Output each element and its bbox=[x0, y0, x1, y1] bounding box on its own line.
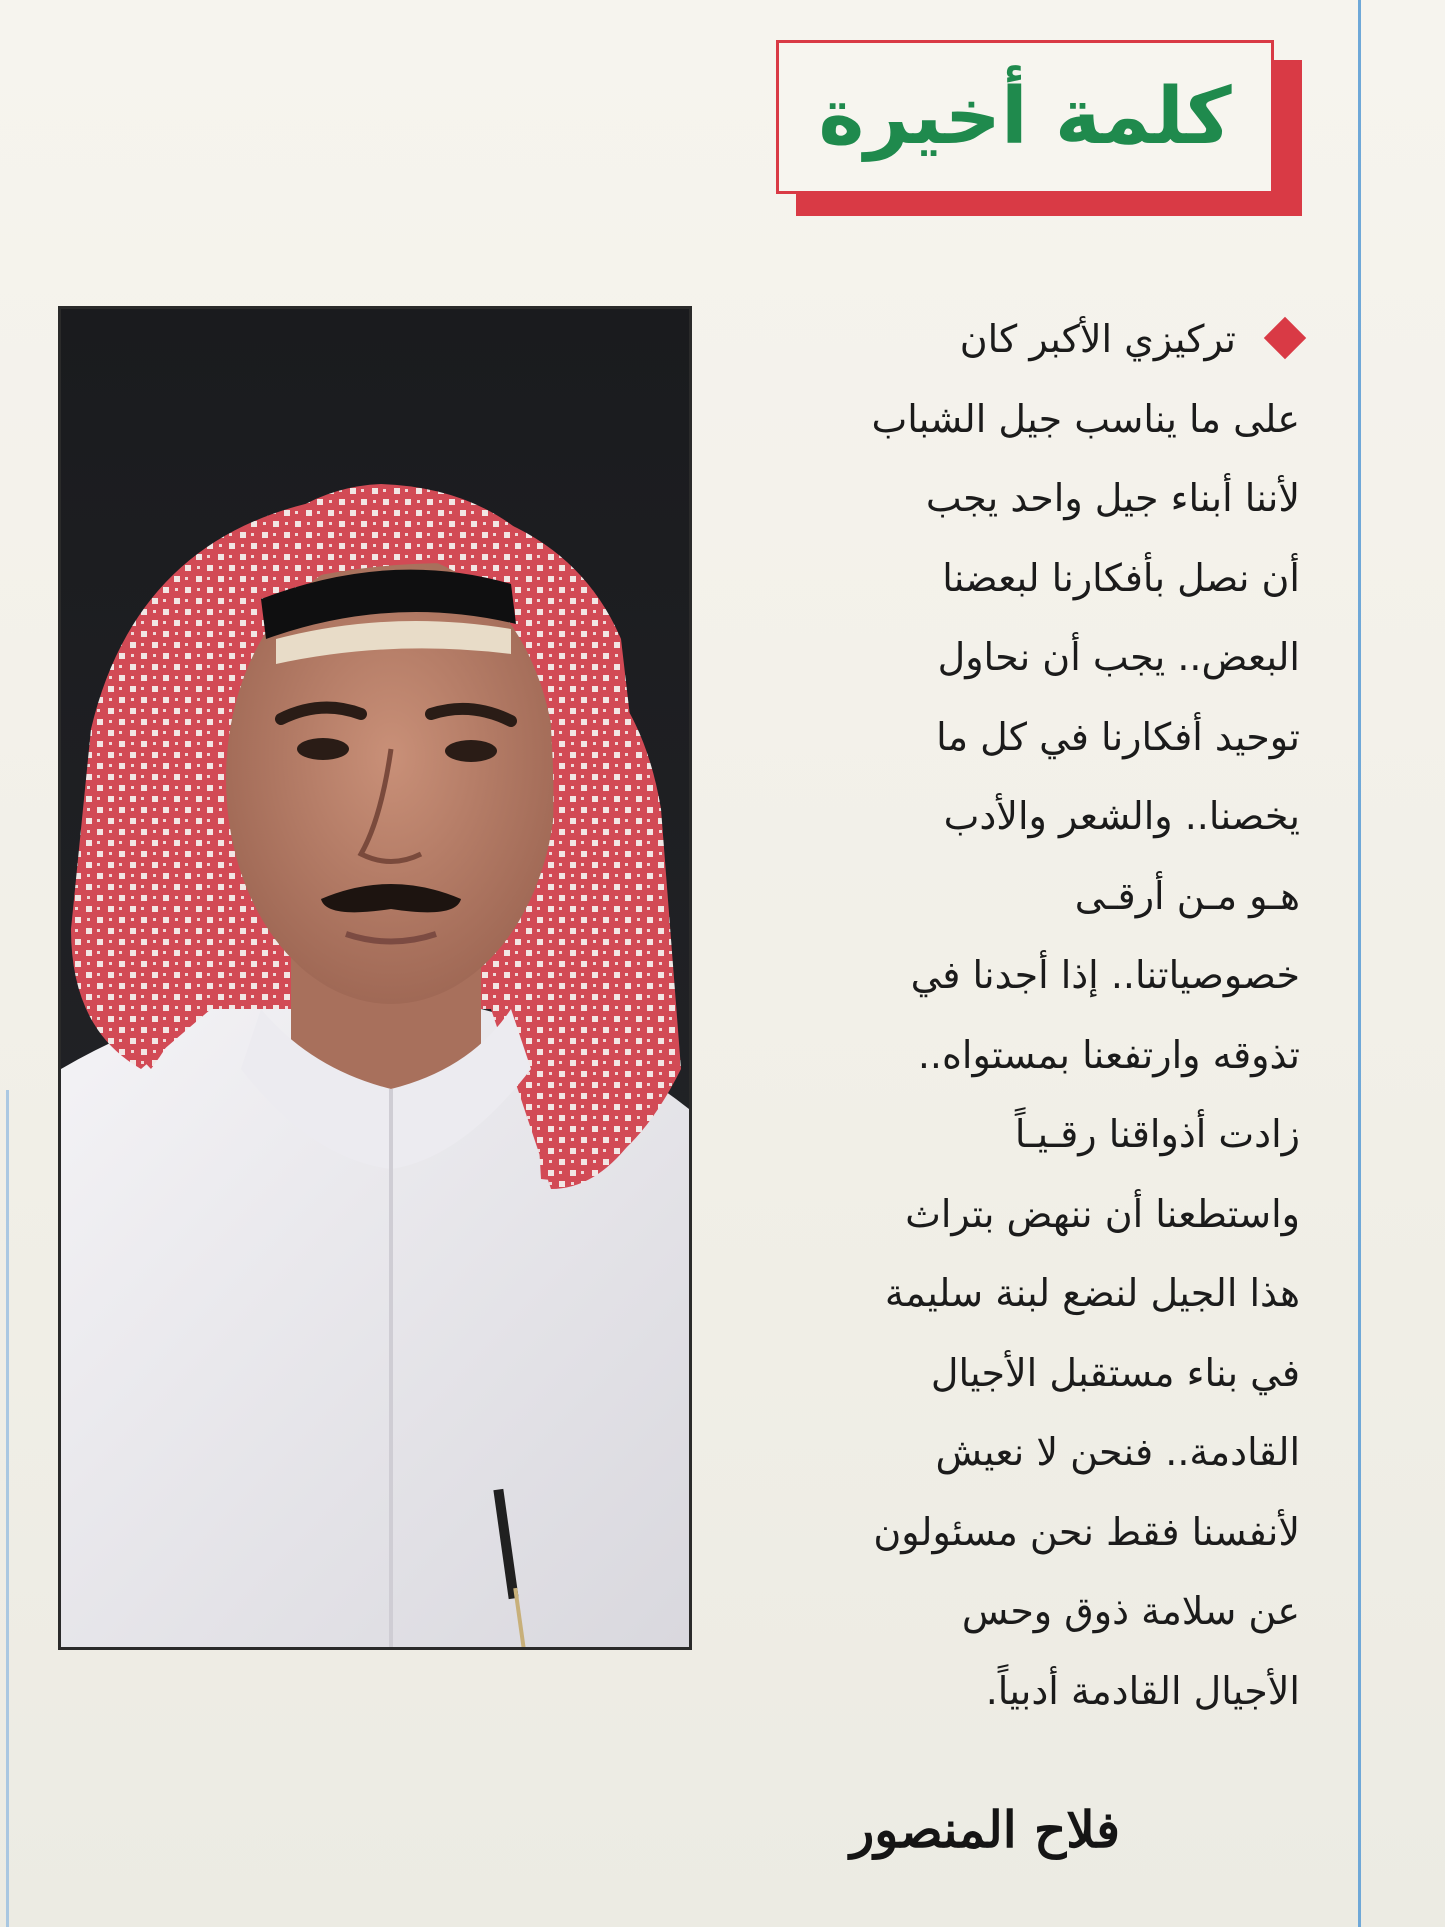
left-margin-rule bbox=[6, 1090, 9, 1927]
article-line: أن نصل بأفكارنا لبعضنا bbox=[942, 555, 1300, 600]
article-line: تذوقه وارتفعنا بمستواه.. bbox=[917, 1032, 1300, 1077]
article-line: هذا الجيل لنضع لبنة سليمة bbox=[884, 1271, 1300, 1315]
article-line: تركيزي الأكبر كان bbox=[780, 300, 1300, 380]
article-line: واستطعنا أن ننهض بتراث bbox=[905, 1191, 1300, 1236]
right-margin-rule bbox=[1358, 0, 1361, 1927]
article-line: في بناء مستقبل الأجيال bbox=[930, 1350, 1300, 1395]
portrait-photo bbox=[58, 306, 692, 1650]
article-body bbox=[780, 300, 1300, 1731]
article-line: زادت أذواقنا رقـيـاً bbox=[1014, 1112, 1300, 1156]
article-line: لأنفسنا فقط نحن مسئولون bbox=[873, 1509, 1300, 1554]
page-title: كلمة أخيرة bbox=[818, 72, 1232, 162]
article-line: عن سلامة ذوق وحس bbox=[961, 1589, 1300, 1633]
diamond-bullet-icon bbox=[1264, 316, 1306, 358]
article-line: يخصنا.. والشعر والأدب bbox=[943, 794, 1300, 838]
article-line: خصوصياتنا.. إذا أجدنا في bbox=[910, 953, 1300, 997]
author-signature: فلاح المنصور bbox=[850, 1800, 1120, 1859]
portrait-illustration bbox=[61, 309, 689, 1647]
article-line: توحيد أفكارنا في كل ما bbox=[936, 714, 1300, 759]
article-line: البعض.. يجب أن نحاول bbox=[937, 635, 1300, 679]
article-line: هـو مـن أرقـى bbox=[1074, 873, 1300, 918]
title-box bbox=[776, 40, 1274, 194]
article-line: لأننا أبناء جيل واحد يجب bbox=[925, 476, 1300, 520]
article-line: على ما يناسب جيل الشباب bbox=[871, 396, 1300, 441]
article-line: القادمة.. فنحن لا نعيش bbox=[935, 1430, 1300, 1474]
article-line: الأجيال القادمة أدبياً. bbox=[985, 1668, 1300, 1713]
